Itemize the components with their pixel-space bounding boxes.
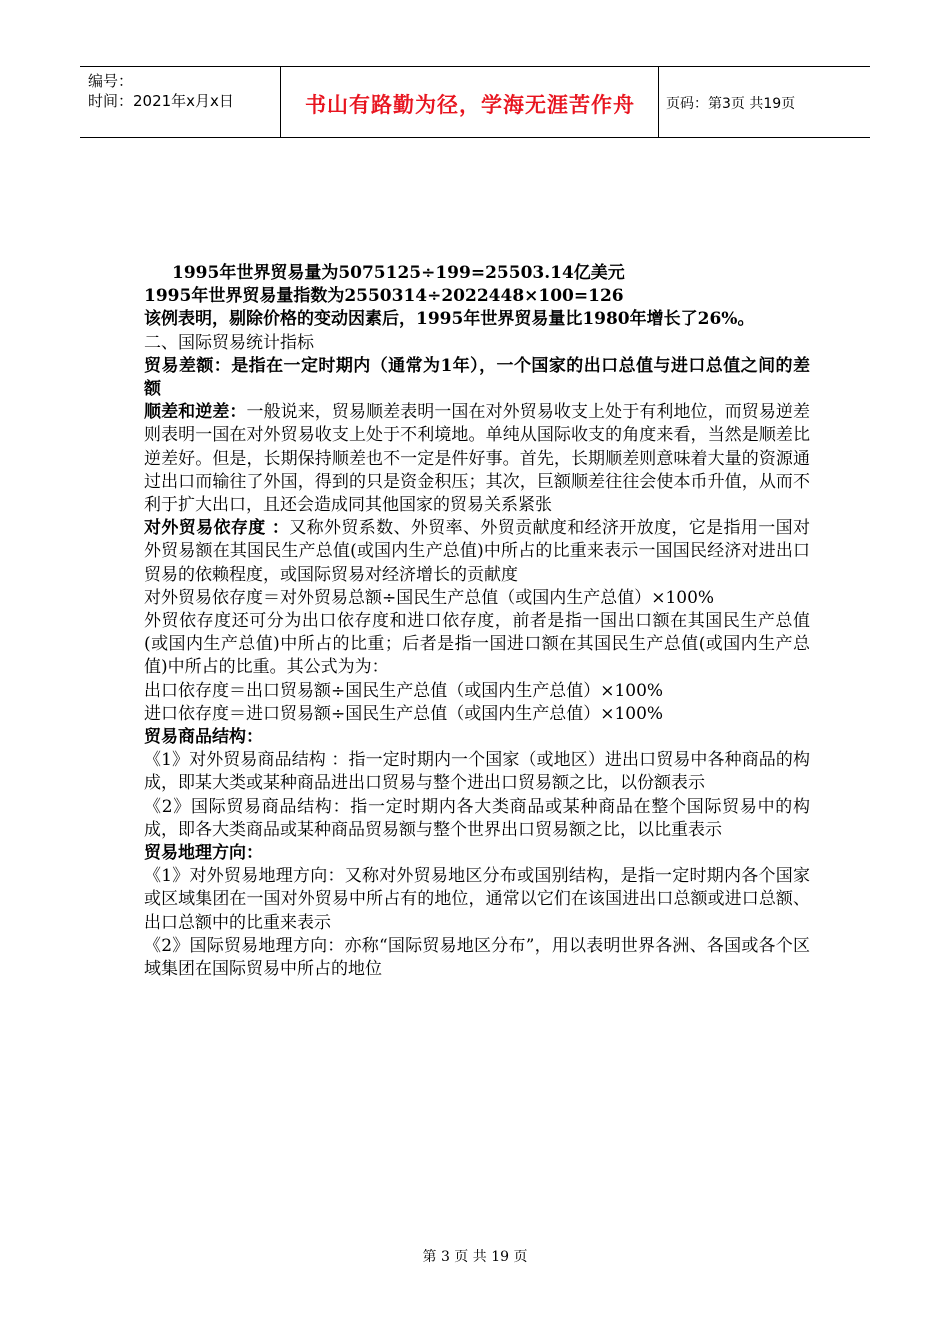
geo-item: 《1》对外贸易地理方向：又称对外贸易地区分布或国别结构，是指一定时期内各个国家或区域集团在一国对外贸易中所占有的地位，通常以它们在该国进出口总额或进口总额、出口总额中的比重来表示 xyxy=(144,866,810,933)
commodity-heading: 贸易商品结构： xyxy=(144,727,263,748)
surplus-text: 一般说来，贸易顺差表明一国在对外贸易收支上处于有利地位，而贸易逆差则表明一国在对外贸易收支上处于不利境地。单纯从国际收支的角度来看，当然是顺差比逆差好。但是，长期保持顺差也不一定是件好事。首先，长期顺差则意味着大量的资源通过出口而输往了外国，得到的只是资金积压；其次，巨额顺差往往会使本币升值，从而不利于扩大出口，且还会造成同其他国家的贸易关系紧张 xyxy=(144,402,811,516)
commodity-item: 《1》对外贸易商品结构 ：指一定时期内一个国家（或地区）进出口贸易中各种商品的构成，即某大类或某种商品进出口贸易与整个进出口贸易额之比，以份额表示 xyxy=(144,750,810,794)
header-divider xyxy=(280,67,281,137)
geo-item: 《2》国际贸易地理方向：亦称“国际贸易地区分布”，用以表明世界各洲、各国或各个区域集团在国际贸易中所占的地位 xyxy=(144,935,810,980)
import-formula: 进口依存度＝进口贸易额÷国民生产总值（或国内生产总值）×100% xyxy=(144,703,664,724)
export-formula: 出口依存度＝出口贸易额÷国民生产总值（或国内生产总值）×100% xyxy=(144,680,664,701)
header-motto: 书山有路勤为径，学海无涯苦作舟 xyxy=(305,93,635,117)
dependence-paragraph xyxy=(144,517,810,587)
dependence-split-paragraph: 外贸依存度还可分为出口依存度和进口依存度，前者是指一国出口额在其国民生产总值(或国内生产总值)中所占的比重；后者是指一国进口额在其国民生产总值(或国内生产总值)中所占的比重。其公式为为： xyxy=(144,611,810,678)
dependence-text: 又称外贸系数、外贸率、外贸贡献度和经济开放度，它是指用一国对外贸易额在其国民生产总值(或国内生产总值)中所占的比重来表示一国国民经济对进出口贸易的依赖程度，或国际贸易对经济增长的贡献度 xyxy=(144,518,811,585)
page-footer: 第 3 页 共 19 页 xyxy=(422,1249,528,1265)
document-date: 时间：2021年x月x日 xyxy=(88,92,234,110)
calc-line: 1995年世界贸易量为5075125÷199=25503.14亿美元 xyxy=(172,263,625,283)
geo-heading: 贸易地理方向： xyxy=(144,843,263,864)
dependence-term: 对外贸易依存度 ： xyxy=(144,518,290,539)
page-header xyxy=(80,66,870,138)
header-divider xyxy=(658,67,659,137)
document-number-label: 编号： xyxy=(88,72,134,90)
conclusion-paragraph: 该例表明，剔除价格的变动因素后，1995年世界贸易量比1980年增长了26%。 xyxy=(144,309,755,330)
trade-balance-definition: 贸易差额：是指在一定时期内（通常为1年），一个国家的出口总值与进口总值之间的差额 xyxy=(144,355,810,400)
header-meta xyxy=(88,71,234,111)
calc-line: 1995年世界贸易量指数为2550314÷2022448×100=126 xyxy=(144,286,624,307)
dependence-formula: 对外贸易依存度＝对外贸易总额÷国民生产总值（或国内生产总值）×100% xyxy=(144,587,715,608)
surplus-term: 顺差和逆差： xyxy=(144,402,247,423)
document-body xyxy=(144,262,810,981)
header-page-number: 页码：第3页 共19页 xyxy=(666,96,796,112)
commodity-item: 《2》国际贸易商品结构：指一定时期内各大类商品或某种商品在整个国际贸易中的构成，即各大类商品或某种商品贸易额与整个世界出口贸易额之比，以比重表示 xyxy=(144,796,810,840)
section-heading: 二、国际贸易统计指标 xyxy=(144,332,314,353)
surplus-paragraph xyxy=(144,401,810,517)
